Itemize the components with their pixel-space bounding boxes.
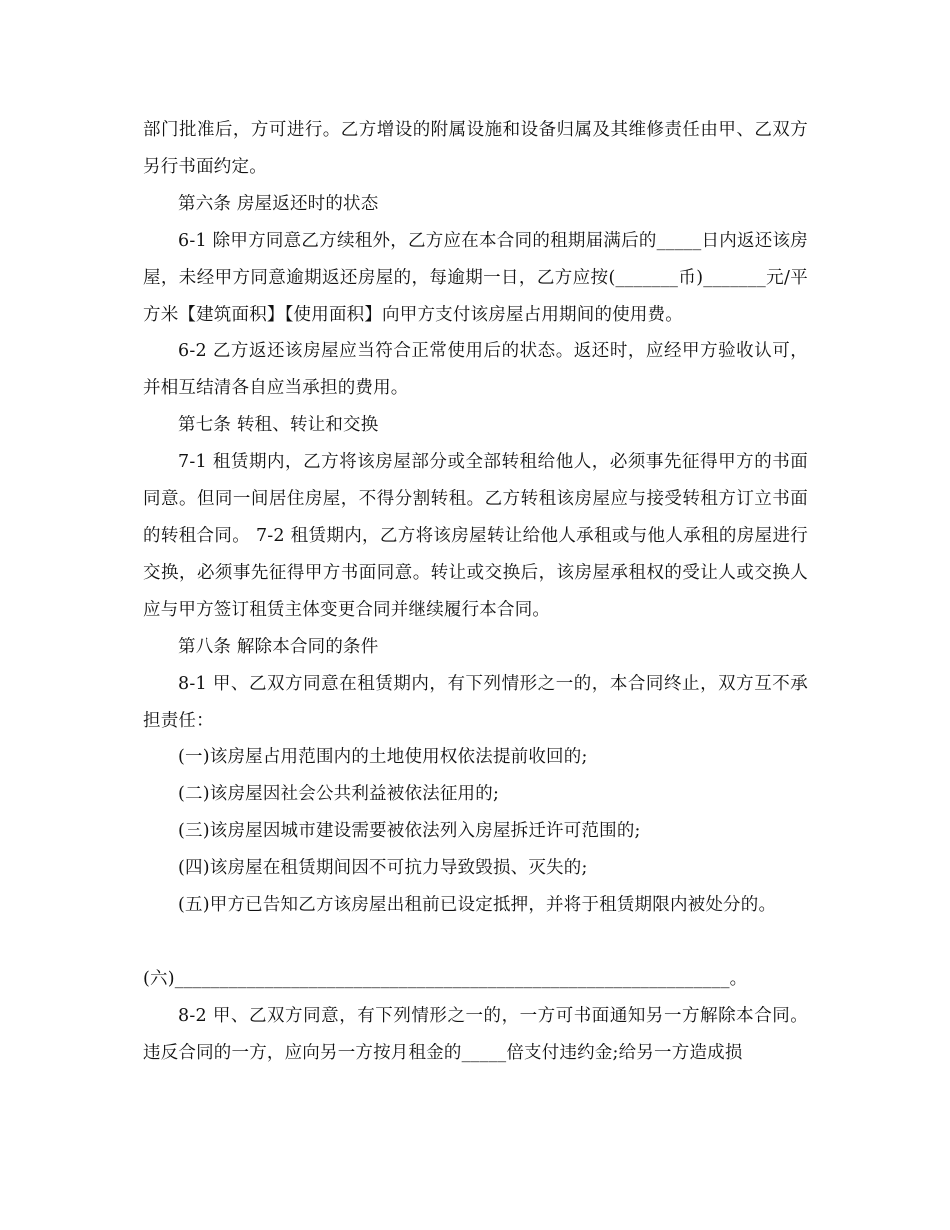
list-item-2: (二)该房屋因社会公共利益被依法征用的; bbox=[178, 784, 500, 805]
clause-7-1-7-2: 7-1 租赁期内，乙方将该房屋部分或全部转租给他人，必须事先征得甲方的书面同意。但同一间居住房屋，不得分割转租。乙方转租该房屋应与接受转租方订立书面的转租合同。 7-2 租赁期内，乙方将该房屋转让给他人承租或与他人承租的房屋进行交换，必须事先征得甲方书面同意。转让或交换后，该房屋承租权的受让人或交换人应与甲方签订租赁主体变更合同并继续履行本合同。 bbox=[143, 452, 808, 620]
article-6-heading: 第六条 房屋返还时的状态 bbox=[178, 193, 379, 214]
clause-6-2: 6-2 乙方返还该房屋应当符合正常使用后的状态。返还时，应经甲方验收认可，并相互结清各自应当承担的费用。 bbox=[143, 341, 808, 399]
list-item-4: (四)该房屋在租赁期间因不可抗力导致毁损、灭失的; bbox=[178, 858, 588, 879]
list-item-6-blank: (六)______________________________________________________________。 bbox=[143, 968, 748, 989]
clause-8-2: 8-2 甲、乙双方同意，有下列情形之一的，一方可书面通知另一方解除本合同。违反合同的一方，应向另一方按月租金的_____倍支付违约金;给另一方造成损 bbox=[143, 1005, 808, 1063]
clause-6-1: 6-1 除甲方同意乙方续租外，乙方应在本合同的租期届满后的_____日内返还该房屋，未经甲方同意逾期返还房屋的，每逾期一日，乙方应按(_______币)_______元/平方米【建筑面积】【使用面积】向甲方支付该房屋占用期间的使用费。 bbox=[143, 230, 808, 325]
list-item-3: (三)该房屋因城市建设需要被依法列入房屋拆迁许可范围的; bbox=[178, 821, 641, 842]
article-7-heading: 第七条 转租、转让和交换 bbox=[178, 415, 379, 436]
paragraph-fixture-ownership: 部门批准后，方可进行。乙方增设的附属设施和设备归属及其维修责任由甲、乙双方另行书面约定。 bbox=[143, 120, 808, 177]
document-body bbox=[143, 112, 808, 1072]
list-item-1: (一)该房屋占用范围内的土地使用权依法提前收回的; bbox=[178, 747, 588, 768]
article-8-heading: 第八条 解除本合同的条件 bbox=[178, 636, 379, 657]
clause-8-1: 8-1 甲、乙双方同意在租赁期内，有下列情形之一的，本合同终止，双方互不承担责任： bbox=[143, 673, 808, 731]
list-item-5: (五)甲方已告知乙方该房屋出租前已设定抵押，并将于租赁期限内被处分的。 bbox=[178, 895, 777, 916]
